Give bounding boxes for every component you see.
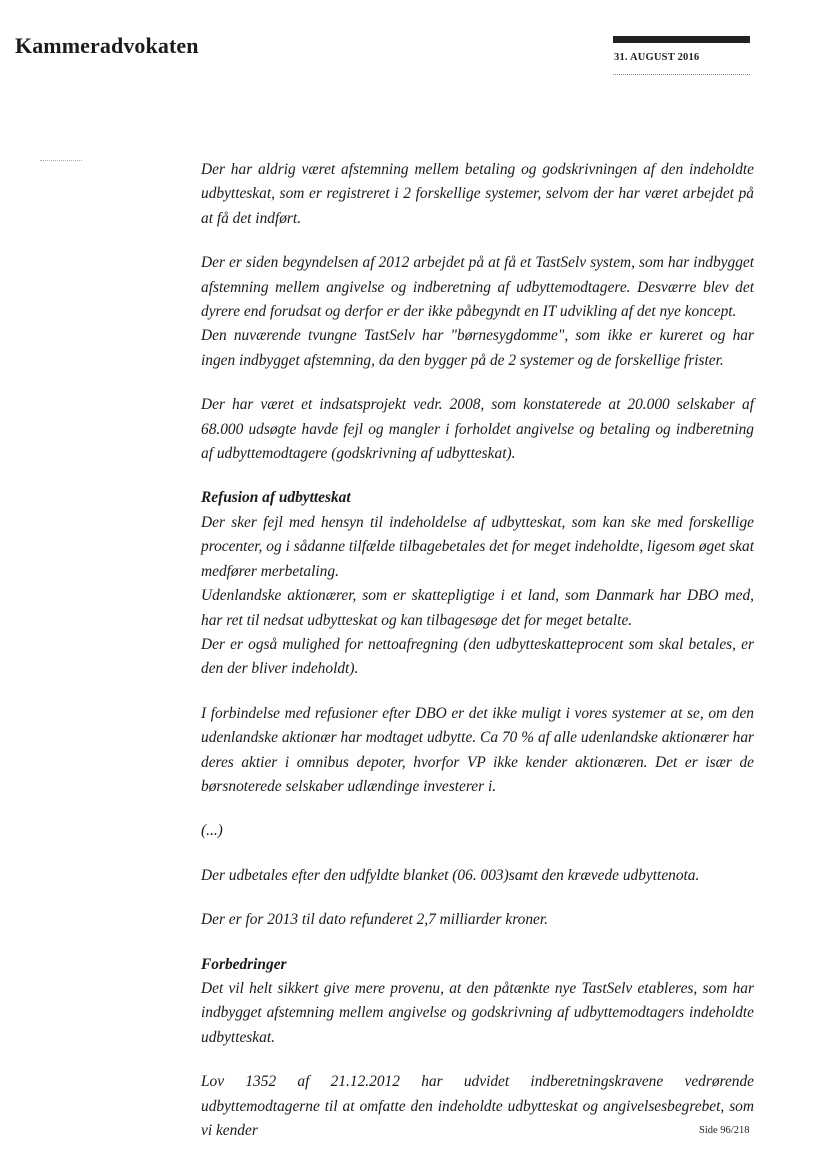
paragraph: Der er siden begyndelsen af 2012 arbejdet på at få et TastSelv system, som har indbygget afstemning mellem angivelse og indberetning af udbyttemodtagere. Desværre blev det dyrere end forudsat og derfor er der ikke påbegyndt en IT udvikling af det nye koncept. [201, 254, 754, 321]
page-number: Side 96/218 [699, 1125, 750, 1136]
paragraph: Den nuværende tvungne TastSelv har "børnesygdomme", som ikke er kureret og har ingen indbygget afstemning, da den bygger på de 2 systemer og de forskellige frister. [201, 327, 754, 369]
paragraph: Der udbetales efter den udfyldte blanket (06. 003)samt den krævede udbyttenota. [201, 866, 700, 884]
paragraph: Det vil helt sikkert give mere provenu, at den påtænkte nye TastSelv etableres, som har indbygget afstemning mellem angivelse og godskrivning af udbyttemodtagers indeholdte udbytteskat. [201, 979, 754, 1046]
header-bar [613, 36, 750, 43]
document-body [201, 158, 754, 1163]
brand-title: Kammeradvokaten [15, 33, 199, 58]
paragraph: Der har aldrig været afstemning mellem betaling og godskrivningen af den indeholdte udbytteskat, som er registreret i 2 forskellige systemer, selvom der har været arbejdet på at få det indført. [201, 161, 754, 227]
paragraph: I forbindelse med refusioner efter DBO er det ikke muligt i vores systemer at se, om den udenlandske aktionær har modtaget udbytte. Ca 70 % af alle udenlandske aktionærer har deres aktier i omnibus depoter, hvorfor VP ikke kender aktionæren. Det er især de børsnoterede selskaber udlændinge investerer i. [201, 704, 754, 795]
paragraph: (...) [201, 822, 223, 840]
header-date: 31. AUGUST 2016 [614, 52, 700, 63]
header-rule [613, 74, 750, 75]
margin-rule [40, 160, 82, 161]
paragraph: Der har været et indsatsprojekt vedr. 2008, som konstaterede at 20.000 selskaber af 68.000 udsøgte havde fejl og mangler i forholdet angivelse og betaling og indberetning af udbyttemodtagere (godskrivning af udbytteskat). [201, 396, 754, 463]
paragraph: Lov 1352 af 21.12.2012 har udvidet indberetningskravene vedrørende udbyttemodtagerne til at omfatte den indeholdte udbytteskat og angivelsesbegrebet, som vi kender [201, 1073, 754, 1139]
paragraph: Udenlandske aktionærer, som er skattepligtige i et land, som Danmark har DBO med, har ret til nedsat udbytteskat og kan tilbagesøge det for meget betalte. [201, 587, 754, 629]
paragraph: Der sker fejl med hensyn til indeholdelse af udbytteskat, som kan ske med forskellige procenter, og i sådanne tilfælde tilbagebetales det for meget indeholdte, ligesom øget skat medfører merbetaling. [201, 513, 754, 580]
section-heading: Refusion af udbytteskat [201, 489, 351, 507]
paragraph: Der er også mulighed for nettoafregning (den udbytteskatteprocent som skal betales, er den der bliver indeholdt). [201, 635, 754, 678]
section-heading: Forbedringer [201, 955, 287, 973]
paragraph: Der er for 2013 til dato refunderet 2,7 milliarder kroner. [201, 911, 548, 929]
